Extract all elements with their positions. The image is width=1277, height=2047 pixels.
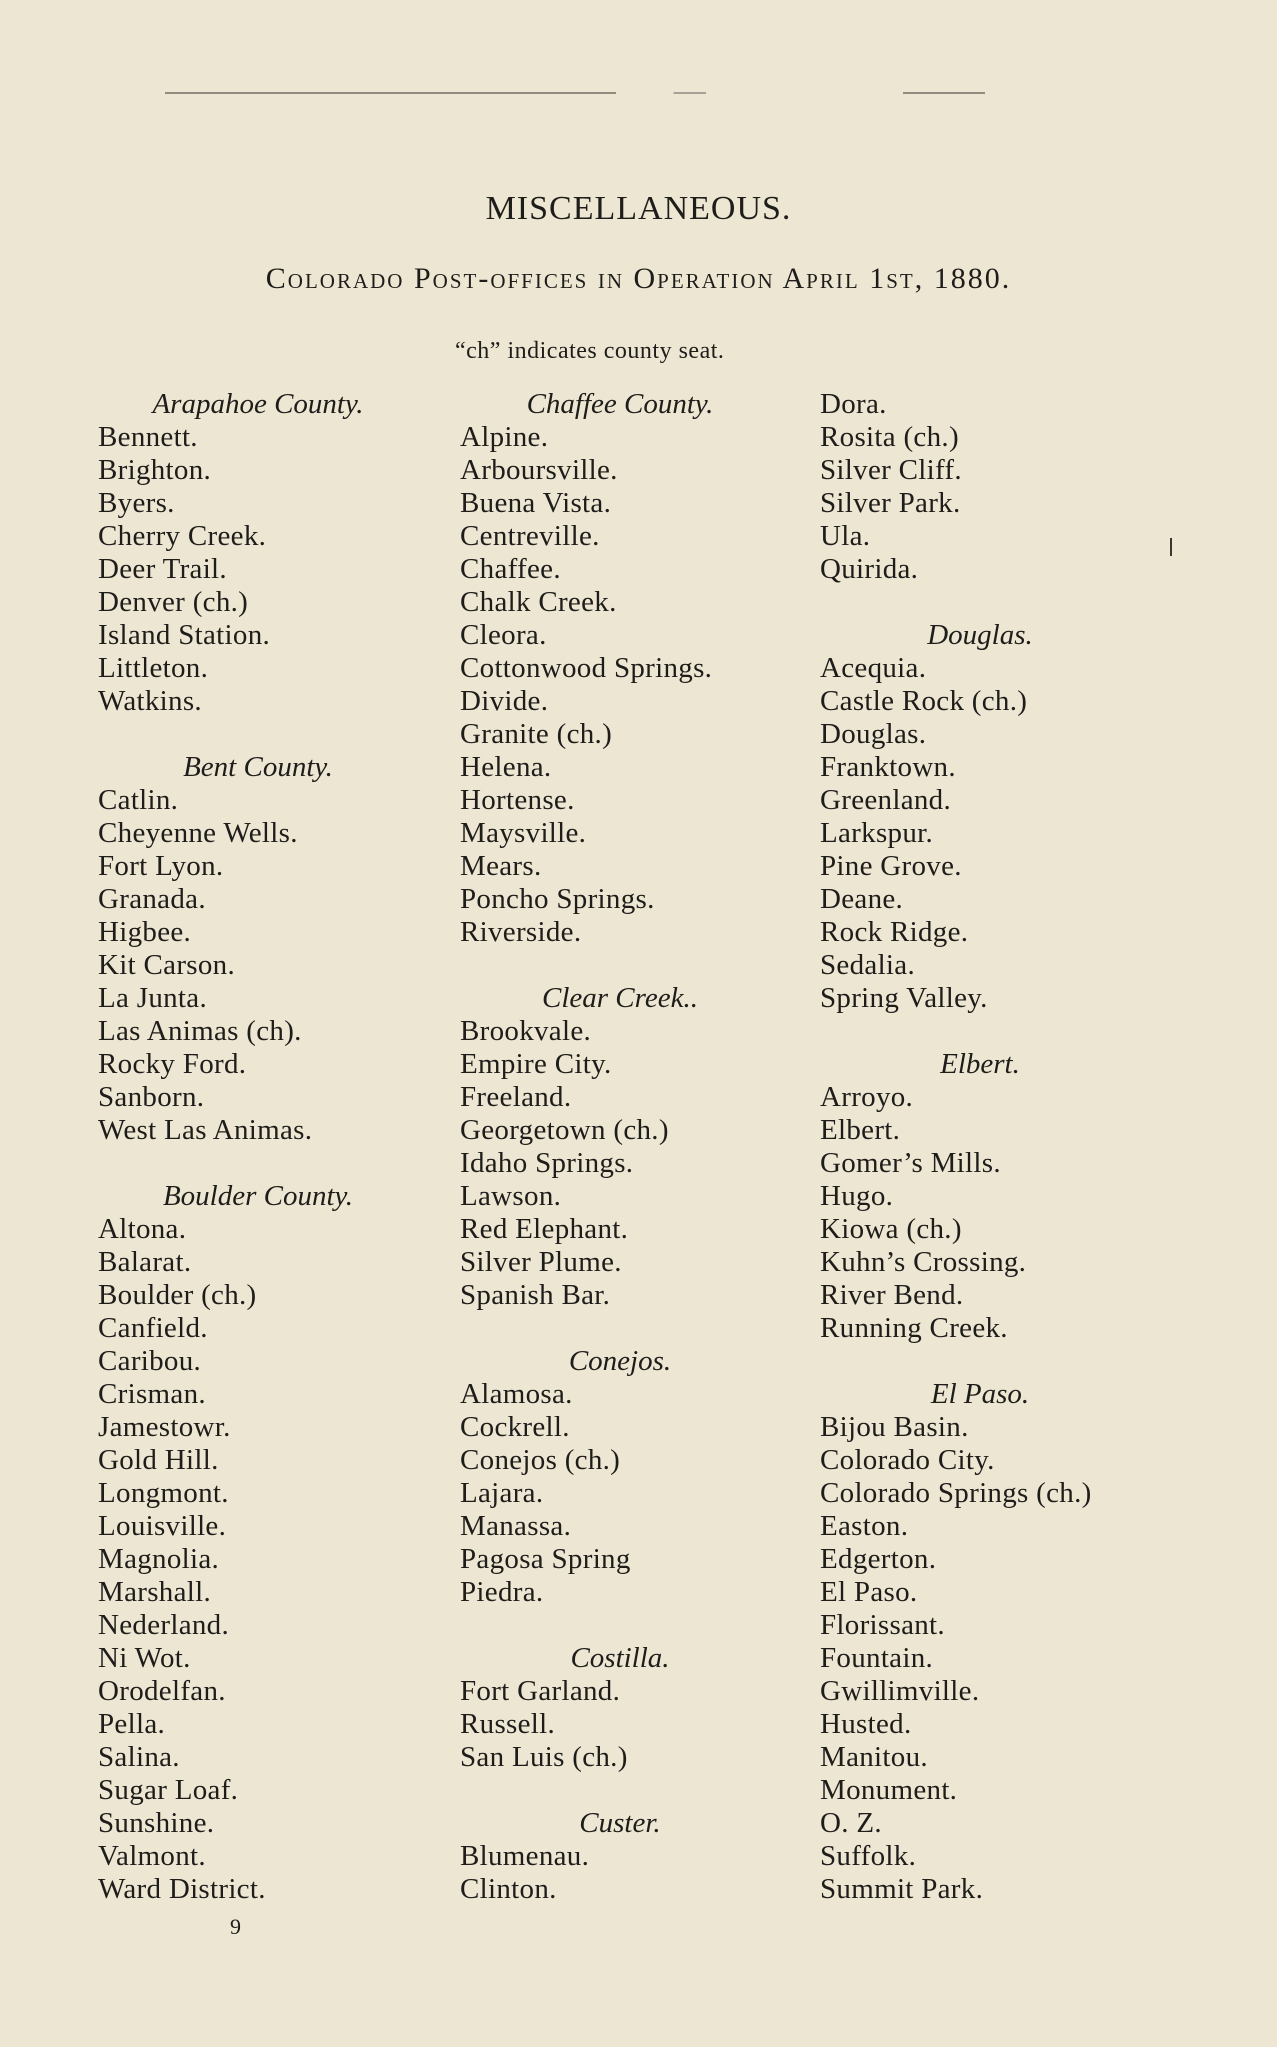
post-office-entry: Florissant. — [820, 1609, 945, 1641]
post-office-entry: Rosita (ch.) — [820, 421, 959, 453]
post-office-entry: Ward District. — [98, 1873, 266, 1905]
county-heading: Douglas. — [927, 619, 1033, 651]
post-office-entry: Louisville. — [98, 1510, 227, 1542]
post-office-entry: Lajara. — [460, 1477, 544, 1509]
post-office-entry: Island Station. — [98, 619, 271, 651]
post-office-entry: Silver Park. — [820, 487, 961, 519]
post-office-entry: Spring Valley. — [820, 982, 988, 1014]
post-office-entry: Caribou. — [98, 1345, 202, 1377]
post-office-entry: Monument. — [820, 1774, 958, 1806]
post-office-entry: Alamosa. — [460, 1378, 573, 1410]
post-office-entry: Buena Vista. — [460, 487, 612, 519]
post-office-entry: West Las Animas. — [98, 1114, 313, 1146]
post-office-entry: Dora. — [820, 388, 887, 420]
post-office-entry: Red Elephant. — [460, 1213, 629, 1245]
post-office-entry: River Bend. — [820, 1279, 964, 1311]
post-office-entry: Manitou. — [820, 1741, 928, 1773]
county-heading: Conejos. — [568, 1345, 672, 1377]
post-office-entry: Fort Garland. — [460, 1675, 621, 1707]
post-office-entry: Brighton. — [98, 454, 212, 486]
post-office-entry: Spanish Bar. — [460, 1279, 611, 1311]
county-heading: Costilla. — [570, 1642, 670, 1674]
post-office-entry: Hortense. — [460, 784, 575, 816]
post-office-entry: Ula. — [820, 520, 871, 552]
post-office-entry: Sanborn. — [98, 1081, 205, 1113]
post-office-entry: Edgerton. — [820, 1543, 937, 1575]
torn-rule-line — [165, 92, 985, 94]
post-office-entry: Nederland. — [98, 1609, 230, 1641]
post-office-entry: Freeland. — [460, 1081, 572, 1113]
post-office-entry: Chalk Creek. — [460, 586, 617, 618]
post-office-entry: Clinton. — [460, 1873, 557, 1905]
post-office-entry: Mears. — [460, 850, 542, 882]
post-office-entry: Blumenau. — [460, 1840, 590, 1872]
post-office-entry: Ni Wot. — [98, 1642, 191, 1674]
post-office-entry: Franktown. — [820, 751, 956, 783]
post-office-entry: Gomer’s Mills. — [820, 1147, 1001, 1179]
post-office-entry: Littleton. — [98, 652, 209, 684]
post-office-entry: Cottonwood Springs. — [460, 652, 713, 684]
post-office-entry: Longmont. — [98, 1477, 229, 1509]
post-office-entry: Kuhn’s Crossing. — [820, 1246, 1027, 1278]
post-office-entry: Kiowa (ch.) — [820, 1213, 962, 1245]
column-2 — [460, 388, 840, 1906]
column-1 — [98, 388, 478, 1906]
post-office-entry: Acequia. — [820, 652, 927, 684]
post-office-entry: Rock Ridge. — [820, 916, 969, 948]
post-office-entry: Deer Trail. — [98, 553, 227, 585]
post-office-entry: Fountain. — [820, 1642, 934, 1674]
post-office-entry: Colorado City. — [820, 1444, 995, 1476]
post-office-entry: Pine Grove. — [820, 850, 962, 882]
post-office-entry: Gold Hill. — [98, 1444, 219, 1476]
post-office-entry: Manassa. — [460, 1510, 572, 1542]
post-office-entry: Valmont. — [98, 1840, 206, 1872]
post-office-entry: Riverside. — [460, 916, 582, 948]
post-office-entry: Piedra. — [460, 1576, 544, 1608]
county-seat-note: “ch” indicates county seat. — [455, 338, 725, 364]
post-office-entry: Castle Rock (ch.) — [820, 685, 1028, 717]
county-heading: Boulder County. — [162, 1180, 354, 1212]
county-heading: El Paso. — [930, 1378, 1030, 1410]
post-office-entry: Russell. — [460, 1708, 556, 1740]
post-office-entry: Sedalia. — [820, 949, 916, 981]
post-office-entry: Sunshine. — [98, 1807, 215, 1839]
post-office-entry: Running Creek. — [820, 1312, 1008, 1344]
post-office-entry: Cherry Creek. — [98, 520, 267, 552]
post-office-entry: Alpine. — [460, 421, 549, 453]
post-office-entry: Rocky Ford. — [98, 1048, 247, 1080]
post-office-entry: Chaffee. — [460, 553, 561, 585]
post-office-entry: San Luis (ch.) — [460, 1741, 628, 1773]
post-office-entry: Las Animas (ch). — [98, 1015, 302, 1047]
post-office-entry: Deane. — [820, 883, 904, 915]
post-office-entry: Kit Carson. — [98, 949, 236, 981]
post-office-entry: Watkins. — [98, 685, 202, 717]
post-office-entry: Pella. — [98, 1708, 166, 1740]
post-office-entry: O. Z. — [820, 1807, 882, 1839]
post-office-entry: Lawson. — [460, 1180, 562, 1212]
post-office-entry: Catlin. — [98, 784, 179, 816]
post-office-entry: Orodelfan. — [98, 1675, 226, 1707]
post-office-entry: Sugar Loaf. — [98, 1774, 239, 1806]
post-office-entry: Larkspur. — [820, 817, 934, 849]
post-office-entry: Quirida. — [820, 553, 919, 585]
post-office-entry: Cheyenne Wells. — [98, 817, 298, 849]
post-office-entry: Suffolk. — [820, 1840, 917, 1872]
post-office-entry: Magnolia. — [98, 1543, 220, 1575]
post-office-entry: Gwillimville. — [820, 1675, 980, 1707]
post-office-entry: Centreville. — [460, 520, 600, 552]
post-office-entry: Granada. — [98, 883, 206, 915]
county-heading: Clear Creek.. — [542, 982, 698, 1014]
post-office-entry: Douglas. — [820, 718, 927, 750]
post-office-entry: El Paso. — [820, 1576, 918, 1608]
post-office-entry: Summit Park. — [820, 1873, 984, 1905]
post-office-entry: Empire City. — [460, 1048, 612, 1080]
post-office-entry: Crisman. — [98, 1378, 206, 1410]
post-office-entry: Cleora. — [460, 619, 547, 651]
post-office-entry: Arroyo. — [820, 1081, 914, 1113]
county-heading: Bent County. — [183, 751, 333, 783]
post-office-entry: Silver Plume. — [460, 1246, 622, 1278]
column-3 — [820, 388, 1200, 1906]
post-office-entry: Marshall. — [98, 1576, 212, 1608]
post-office-entry: Granite (ch.) — [460, 718, 613, 750]
county-heading: Arapahoe County. — [152, 388, 364, 420]
post-office-entry: Maysville. — [460, 817, 587, 849]
post-office-entry: Byers. — [98, 487, 175, 519]
post-office-entry: Colorado Springs (ch.) — [820, 1477, 1092, 1509]
post-office-entry: Higbee. — [98, 916, 192, 948]
post-office-entry: Balarat. — [98, 1246, 192, 1278]
post-office-entry: Husted. — [820, 1708, 912, 1740]
post-office-entry: Hugo. — [820, 1180, 894, 1212]
post-office-entry: Poncho Springs. — [460, 883, 655, 915]
post-office-entry: Salina. — [98, 1741, 180, 1773]
post-office-entry: Cockrell. — [460, 1411, 570, 1443]
post-office-entry: Boulder (ch.) — [98, 1279, 257, 1311]
post-office-entry: Idaho Springs. — [460, 1147, 634, 1179]
county-heading: Chaffee County. — [526, 388, 714, 420]
post-office-entry: Georgetown (ch.) — [460, 1114, 669, 1146]
post-office-entry: Bennett. — [98, 421, 198, 453]
post-office-entry: Conejos (ch.) — [460, 1444, 621, 1476]
page-subheading: Colorado Post-offices in Operation April 1st, 1880. — [265, 262, 1012, 295]
post-office-entry: Brookvale. — [460, 1015, 592, 1047]
post-office-entry: Silver Cliff. — [820, 454, 962, 486]
post-office-entry: Altona. — [98, 1213, 187, 1245]
post-office-entry: Arboursville. — [460, 454, 618, 486]
post-office-entry: Easton. — [820, 1510, 909, 1542]
county-heading: Elbert. — [940, 1048, 1020, 1080]
post-office-entry: Divide. — [460, 685, 549, 717]
county-heading: Custer. — [579, 1807, 661, 1839]
post-office-entry: La Junta. — [98, 982, 208, 1014]
post-office-entry: Helena. — [460, 751, 552, 783]
post-office-entry: Canfield. — [98, 1312, 208, 1344]
page-heading: MISCELLANEOUS. — [485, 190, 792, 227]
post-office-entry: Fort Lyon. — [98, 850, 224, 882]
post-office-entry: Elbert. — [820, 1114, 901, 1146]
post-office-entry: Greenland. — [820, 784, 952, 816]
post-office-entry: Pagosa Spring — [460, 1543, 631, 1575]
post-office-entry: Bijou Basin. — [820, 1411, 969, 1443]
post-office-entry: Denver (ch.) — [98, 586, 249, 618]
page-number: 9 — [230, 1914, 241, 1939]
post-office-entry: Jamestowr. — [98, 1411, 231, 1443]
